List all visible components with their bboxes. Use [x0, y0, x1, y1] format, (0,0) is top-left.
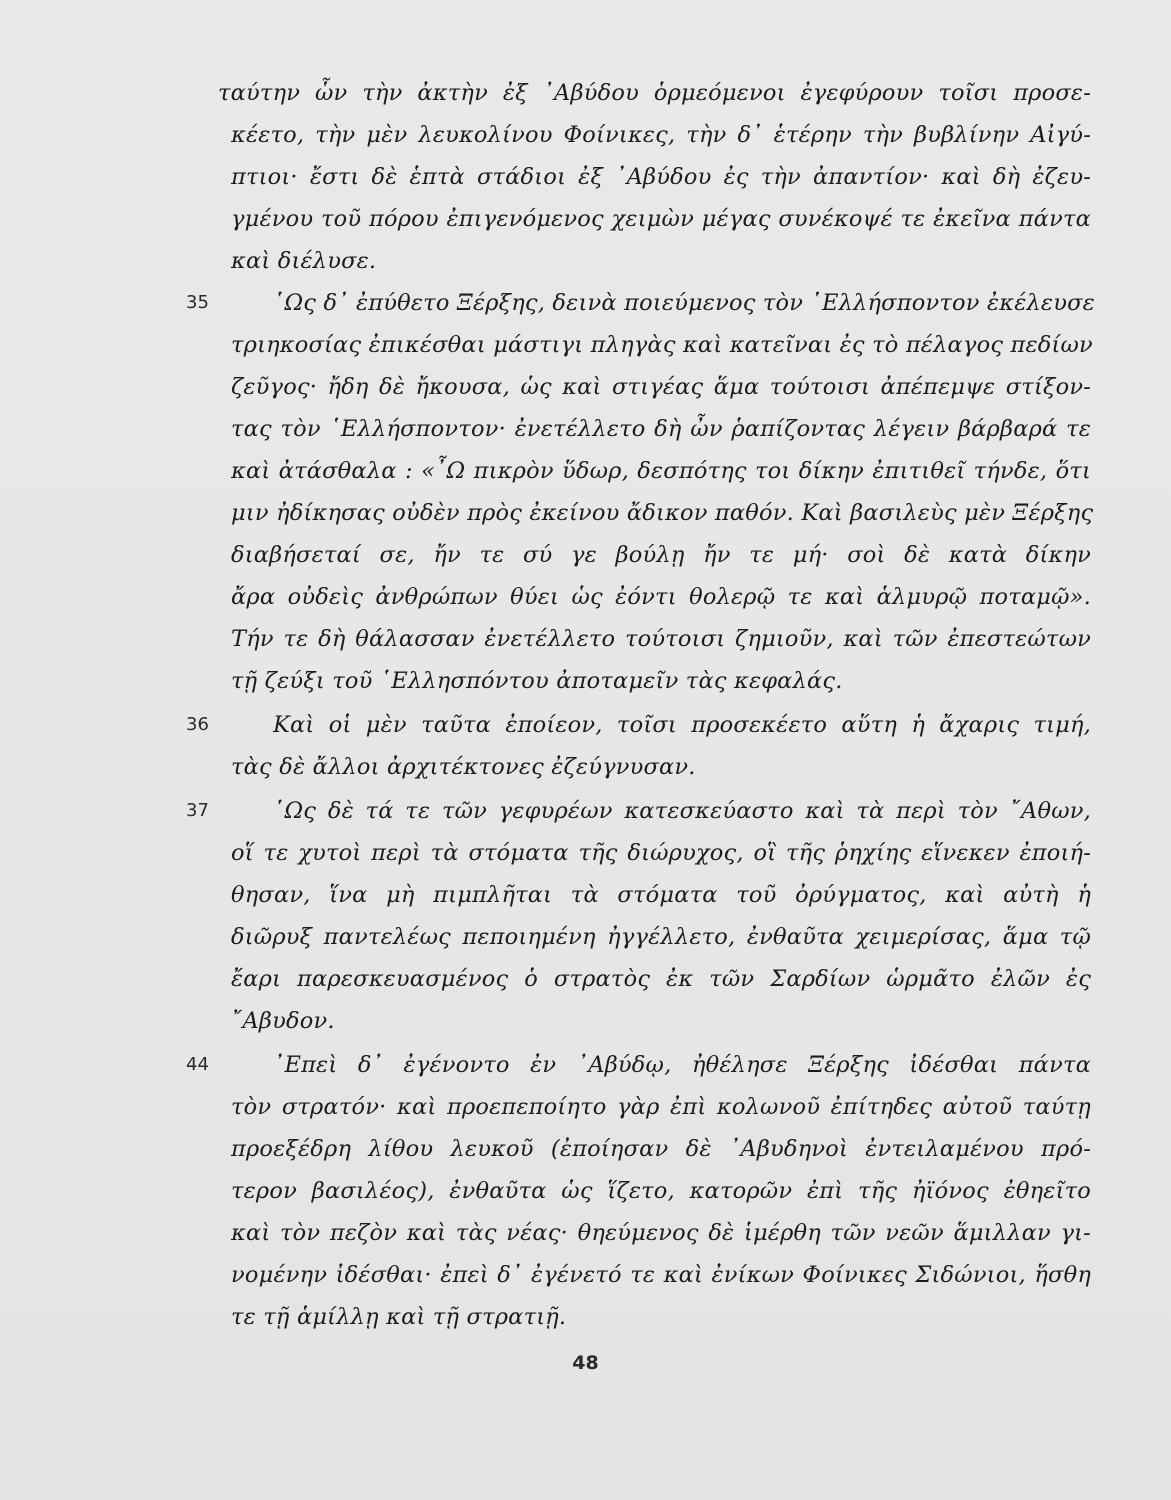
- text-line: τριηκοσίας ἐπικέσθαι μάστιγι πληγὰς καὶ κατεῖναι ἐς τὸ πέλαγος πεδίων: [231, 332, 1093, 358]
- text-line: τῇ ζεύξι τοῦ ῾Ελλησπόντου ἀποταμεῖν τὰς κεφαλάς.: [231, 668, 843, 694]
- text-line: καὶ τὸν πεζὸν καὶ τὰς νέας· θηεύμενος δὲ ἱμέρθη τῶν νεῶν ἅμιλλαν γι-: [231, 1220, 1091, 1246]
- text-line: ᾽Επεὶ δ᾽ ἐγένοντο ἐν ᾽Αβύδῳ, ἠθέλησε Ξέρξης ἰδέσθαι πάντα: [273, 1052, 1091, 1078]
- section-number: 44: [186, 1054, 209, 1075]
- text-line: τὰς δὲ ἄλλοι ἀρχιτέκτονες ἐζεύγνυσαν.: [231, 754, 696, 780]
- text-line: τε τῇ ἁμίλλῃ καὶ τῇ στρατιῇ.: [231, 1304, 567, 1330]
- section-number: 36: [186, 714, 209, 735]
- text-line: ἔαρι παρεσκευασμένος ὁ στρατὸς ἐκ τῶν Σαρδίων ὡρμᾶτο ἐλῶν ἐς: [231, 966, 1091, 992]
- text-line: Τήν τε δὴ θάλασσαν ἐνετέλλετο τούτοισι ζημιοῦν, καὶ τῶν ἐπεστεώτων: [231, 626, 1091, 652]
- text-line: διῶρυξ παντελέως πεποιημένη ἠγγέλλετο, ἐνθαῦτα χειμερίσας, ἅμα τῷ: [231, 924, 1091, 950]
- text-line: Καὶ οἱ μὲν ταῦτα ἐποίεον, τοῖσι προσεκέετο αὕτη ἡ ἄχαρις τιμή,: [273, 712, 1091, 738]
- text-line: ῎Αβυδον.: [231, 1008, 335, 1034]
- text-line: τας τὸν ῾Ελλήσποντον· ἐνετέλλετο δὴ ὦν ῥαπίζοντας λέγειν βάρβαρά τε: [231, 416, 1091, 442]
- text-line: πτιοι· ἔστι δὲ ἑπτὰ στάδιοι ἐξ ᾽Αβύδου ἐς τὴν ἀπαντίον· καὶ δὴ ἐζευ-: [231, 164, 1091, 190]
- text-line: γμένου τοῦ πόρου ἐπιγενόμενος χειμὼν μέγας συνέκοψέ τε ἐκεῖνα πάντα: [231, 206, 1091, 232]
- text-line: κέετο, τὴν μὲν λευκολίνου Φοίνικες, τὴν δ᾽ ἑτέρην τὴν βυβλίνην Αἰγύ-: [231, 122, 1091, 148]
- text-line: μιν ἠδίκησας οὐδὲν πρὸς ἐκείνου ἄδικον παθόν. Καὶ βασιλεὺς μὲν Ξέρξης: [231, 500, 1094, 526]
- text-line: καὶ ἀτάσθαλα : «῏Ω πικρὸν ὕδωρ, δεσπότης τοι δίκην ἐπιτιθεῖ τήνδε, ὅτι: [231, 458, 1091, 484]
- text-line: θησαν, ἵνα μὴ πιμπλῆται τὰ στόματα τοῦ ὀρύγματος, καὶ αὐτὴ ἡ: [231, 882, 1091, 908]
- text-line: οἵ τε χυτοὶ περὶ τὰ στόματα τῆς διώρυχος, οἳ τῆς ῥηχίης εἵνεκεν ἐποιή-: [231, 840, 1091, 866]
- text-line: ῾Ως δὲ τά τε τῶν γεφυρέων κατεσκεύαστο καὶ τὰ περὶ τὸν ῎Αθων,: [273, 798, 1091, 824]
- page-number: 48: [572, 1352, 599, 1374]
- text-line: ταύτην ὧν τὴν ἀκτὴν ἐξ ᾽Αβύδου ὁρμεόμενοι ἐγεφύρουν τοῖσι προσε-: [218, 80, 1091, 106]
- text-line: τὸν στρατόν· καὶ προεπεποίητο γὰρ ἐπὶ κολωνοῦ ἐπίτηδες αὐτοῦ ταύτῃ: [231, 1094, 1091, 1120]
- text-line: προεξέδρη λίθου λευκοῦ (ἐποίησαν δὲ ᾽Αβυδηνοὶ ἐντειλαμένου πρό-: [231, 1136, 1091, 1162]
- text-line: ῾Ως δ᾽ ἐπύθετο Ξέρξης, δεινὰ ποιεύμενος τὸν ῾Ελλήσποντον ἐκέλευσε: [273, 290, 1095, 316]
- text-line: νομένην ἰδέσθαι· ἐπεὶ δ᾽ ἐγένετό τε καὶ ἐνίκων Φοίνικες Σιδώνιοι, ἥσθη: [231, 1262, 1091, 1288]
- text-line: ζεῦγος· ἤδη δὲ ἤκουσα, ὡς καὶ στιγέας ἅμα τούτοισι ἀπέπεμψε στίξον-: [231, 374, 1091, 400]
- text-line: ἄρα οὐδεὶς ἀνθρώπων θύει ὡς ἐόντι θολερῷ τε καὶ ἁλμυρῷ ποταμῷ».: [231, 584, 1091, 610]
- section-number: 35: [186, 292, 209, 313]
- text-line: διαβήσεταί σε, ἤν τε σύ γε βούλῃ ἤν τε μή· σοὶ δὲ κατὰ δίκην: [231, 542, 1091, 568]
- section-number: 37: [186, 800, 209, 821]
- text-line: καὶ διέλυσε.: [231, 248, 377, 274]
- text-line: τερον βασιλέος), ἐνθαῦτα ὡς ἵζετο, κατορῶν ἐπὶ τῆς ἠϊόνος ἐθηεῖτο: [231, 1178, 1091, 1204]
